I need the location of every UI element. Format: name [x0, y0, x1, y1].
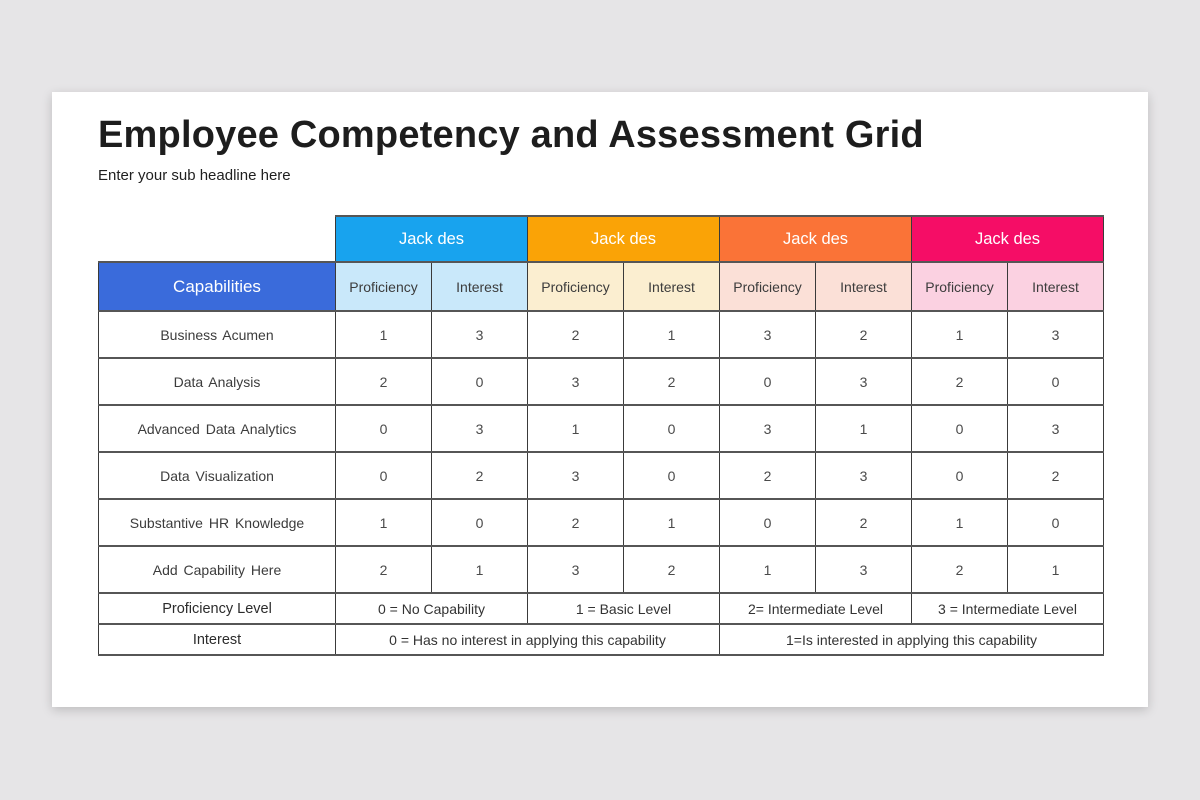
corner-spacer	[99, 216, 336, 262]
group-header-3: Jack des	[720, 216, 912, 262]
score-cell: 1	[336, 499, 432, 546]
score-cell: 2	[816, 311, 912, 358]
table-row	[99, 499, 1104, 546]
score-cell: 3	[528, 452, 624, 499]
score-cell: 1	[624, 499, 720, 546]
capability-label: Business Acumen	[99, 311, 336, 358]
score-cell: 0	[624, 452, 720, 499]
score-cell: 0	[912, 452, 1008, 499]
score-cell: 0	[336, 405, 432, 452]
proficiency-legend-item: 1 = Basic Level	[528, 593, 720, 624]
capability-label: Data Visualization	[99, 452, 336, 499]
score-cell: 2	[336, 546, 432, 593]
slide-card	[52, 92, 1148, 707]
score-cell: 3	[816, 358, 912, 405]
score-cell: 3	[432, 311, 528, 358]
capabilities-header: Capabilities	[99, 262, 336, 311]
interest-legend-row	[99, 624, 1104, 655]
score-cell: 0	[720, 499, 816, 546]
competency-table	[98, 215, 1104, 656]
capability-label: Add Capability Here	[99, 546, 336, 593]
score-cell: 0	[432, 358, 528, 405]
capability-label: Substantive HR Knowledge	[99, 499, 336, 546]
score-cell: 2	[624, 546, 720, 593]
score-cell: 0	[912, 405, 1008, 452]
page-title: Employee Competency and Assessment Grid	[98, 114, 924, 156]
score-cell: 0	[624, 405, 720, 452]
score-cell: 3	[816, 546, 912, 593]
score-cell: 3	[528, 358, 624, 405]
interest-header-4: Interest	[1008, 262, 1104, 311]
proficiency-header-2: Proficiency	[528, 262, 624, 311]
score-cell: 1	[336, 311, 432, 358]
score-cell: 1	[528, 405, 624, 452]
score-cell: 0	[336, 452, 432, 499]
score-cell: 3	[528, 546, 624, 593]
score-cell: 1	[720, 546, 816, 593]
interest-header-1: Interest	[432, 262, 528, 311]
page-subtitle: Enter your sub headline here	[98, 167, 291, 184]
sub-header-row	[99, 262, 1104, 311]
group-header-row	[99, 216, 1104, 262]
group-header-2: Jack des	[528, 216, 720, 262]
proficiency-legend-item: 2= Intermediate Level	[720, 593, 912, 624]
score-cell: 3	[720, 311, 816, 358]
score-cell: 2	[720, 452, 816, 499]
table-row	[99, 546, 1104, 593]
interest-header-2: Interest	[624, 262, 720, 311]
score-cell: 2	[816, 499, 912, 546]
score-cell: 1	[912, 499, 1008, 546]
score-cell: 1	[624, 311, 720, 358]
proficiency-header-3: Proficiency	[720, 262, 816, 311]
score-cell: 1	[1008, 546, 1104, 593]
score-cell: 3	[720, 405, 816, 452]
group-header-4: Jack des	[912, 216, 1104, 262]
proficiency-header-1: Proficiency	[336, 262, 432, 311]
table-row	[99, 311, 1104, 358]
table-row	[99, 358, 1104, 405]
score-cell: 2	[528, 311, 624, 358]
score-cell: 2	[912, 358, 1008, 405]
capability-label: Data Analysis	[99, 358, 336, 405]
score-cell: 2	[1008, 452, 1104, 499]
score-cell: 0	[432, 499, 528, 546]
score-cell: 3	[816, 452, 912, 499]
score-cell: 2	[912, 546, 1008, 593]
proficiency-legend-label: Proficiency Level	[99, 593, 336, 624]
score-cell: 3	[1008, 405, 1104, 452]
score-cell: 3	[1008, 311, 1104, 358]
score-cell: 1	[432, 546, 528, 593]
capability-label: Advanced Data Analytics	[99, 405, 336, 452]
interest-legend-label: Interest	[99, 624, 336, 655]
score-cell: 2	[432, 452, 528, 499]
group-header-1: Jack des	[336, 216, 528, 262]
score-cell: 2	[528, 499, 624, 546]
score-cell: 0	[1008, 358, 1104, 405]
proficiency-legend-row	[99, 593, 1104, 624]
score-cell: 2	[336, 358, 432, 405]
table-row	[99, 452, 1104, 499]
interest-header-3: Interest	[816, 262, 912, 311]
interest-legend-item: 1=Is interested in applying this capability	[720, 624, 1104, 655]
score-cell: 1	[816, 405, 912, 452]
table-row	[99, 405, 1104, 452]
score-cell: 0	[720, 358, 816, 405]
proficiency-legend-item: 3 = Intermediate Level	[912, 593, 1104, 624]
proficiency-legend-item: 0 = No Capability	[336, 593, 528, 624]
score-cell: 2	[624, 358, 720, 405]
proficiency-header-4: Proficiency	[912, 262, 1008, 311]
score-cell: 1	[912, 311, 1008, 358]
interest-legend-item: 0 = Has no interest in applying this capability	[336, 624, 720, 655]
score-cell: 3	[432, 405, 528, 452]
score-cell: 0	[1008, 499, 1104, 546]
